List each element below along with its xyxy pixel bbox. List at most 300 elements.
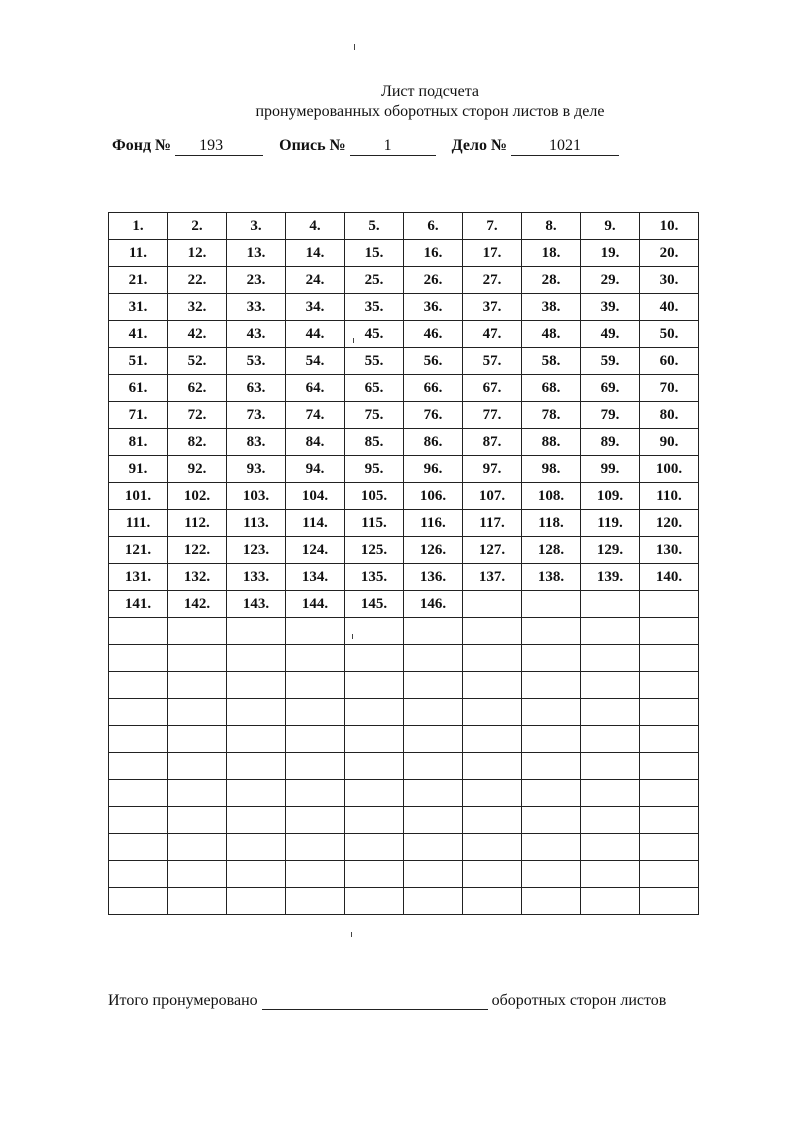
grid-cell: 82. [168, 429, 227, 456]
grid-cell: 26. [404, 267, 463, 294]
grid-cell: 56. [404, 348, 463, 375]
grid-cell-empty [168, 699, 227, 726]
grid-row [109, 888, 699, 915]
grid-cell-empty [463, 753, 522, 780]
grid-row [109, 780, 699, 807]
grid-cell: 50. [640, 321, 699, 348]
delo-label: Дело № [451, 137, 508, 154]
grid-cell-empty [286, 888, 345, 915]
grid-cell: 143. [227, 591, 286, 618]
grid-cell-empty [286, 645, 345, 672]
grid-cell: 69. [581, 375, 640, 402]
grid-cell-empty [345, 753, 404, 780]
grid-cell-empty [640, 753, 699, 780]
grid-cell-empty [345, 780, 404, 807]
grid-cell: 4. [286, 213, 345, 240]
grid-cell-empty [522, 834, 581, 861]
grid-cell: 84. [286, 429, 345, 456]
grid-row [109, 294, 699, 321]
grid-cell: 128. [522, 537, 581, 564]
grid-cell: 86. [404, 429, 463, 456]
grid-cell: 40. [640, 294, 699, 321]
grid-cell-empty [227, 861, 286, 888]
grid-row [109, 807, 699, 834]
grid-cell: 136. [404, 564, 463, 591]
grid-cell-empty [109, 861, 168, 888]
grid-cell-empty [345, 672, 404, 699]
grid-cell: 109. [581, 483, 640, 510]
grid-cell-empty [640, 834, 699, 861]
grid-cell-empty [168, 888, 227, 915]
grid-cell-empty [404, 861, 463, 888]
grid-cell-empty [109, 645, 168, 672]
grid-cell: 92. [168, 456, 227, 483]
grid-cell: 127. [463, 537, 522, 564]
grid-cell: 99. [581, 456, 640, 483]
grid-cell-empty [227, 618, 286, 645]
grid-cell: 90. [640, 429, 699, 456]
grid-cell: 57. [463, 348, 522, 375]
grid-cell: 146. [404, 591, 463, 618]
grid-cell-empty [581, 780, 640, 807]
scan-speck [354, 44, 355, 50]
grid-row [109, 645, 699, 672]
grid-cell: 42. [168, 321, 227, 348]
grid-cell-empty [227, 672, 286, 699]
grid-cell: 15. [345, 240, 404, 267]
grid-cell: 145. [345, 591, 404, 618]
grid-cell-empty [404, 888, 463, 915]
grid-cell-empty [345, 861, 404, 888]
grid-cell: 130. [640, 537, 699, 564]
grid-cell-empty [227, 753, 286, 780]
grid-cell: 111. [109, 510, 168, 537]
grid-cell: 73. [227, 402, 286, 429]
grid-cell: 71. [109, 402, 168, 429]
grid-cell: 29. [581, 267, 640, 294]
grid-cell-empty [640, 807, 699, 834]
grid-cell: 141. [109, 591, 168, 618]
grid-cell: 72. [168, 402, 227, 429]
grid-cell: 34. [286, 294, 345, 321]
grid-cell-empty [522, 672, 581, 699]
grid-cell: 43. [227, 321, 286, 348]
grid-cell-empty [109, 753, 168, 780]
grid-cell: 30. [640, 267, 699, 294]
grid-cell-empty [522, 753, 581, 780]
grid-cell: 88. [522, 429, 581, 456]
grid-cell: 135. [345, 564, 404, 591]
opis-value: 1 [383, 137, 392, 154]
grid-cell: 11. [109, 240, 168, 267]
grid-cell: 126. [404, 537, 463, 564]
grid-cell: 104. [286, 483, 345, 510]
grid-cell-empty [463, 618, 522, 645]
scan-speck [353, 338, 354, 343]
grid-row [109, 483, 699, 510]
grid-cell: 1. [109, 213, 168, 240]
grid-cell: 7. [463, 213, 522, 240]
grid-cell-empty [640, 645, 699, 672]
grid-cell-empty [345, 645, 404, 672]
fond-value: 193 [199, 137, 224, 154]
grid-cell: 81. [109, 429, 168, 456]
grid-cell-empty [581, 861, 640, 888]
grid-cell: 89. [581, 429, 640, 456]
grid-cell-empty [463, 780, 522, 807]
grid-cell: 79. [581, 402, 640, 429]
grid-cell-empty [227, 699, 286, 726]
grid-cell-empty [463, 645, 522, 672]
total-blank-line [262, 993, 488, 1010]
grid-cell-empty [109, 780, 168, 807]
grid-cell: 101. [109, 483, 168, 510]
grid-cell: 83. [227, 429, 286, 456]
grid-cell-empty [227, 726, 286, 753]
grid-cell-empty [522, 699, 581, 726]
grid-cell: 93. [227, 456, 286, 483]
grid-cell: 91. [109, 456, 168, 483]
grid-cell-empty [581, 888, 640, 915]
grid-cell: 80. [640, 402, 699, 429]
grid-cell-empty [109, 618, 168, 645]
grid-cell-empty [581, 699, 640, 726]
grid-cell-empty [286, 618, 345, 645]
grid-cell: 3. [227, 213, 286, 240]
grid-cell-empty [109, 888, 168, 915]
grid-cell: 122. [168, 537, 227, 564]
grid-cell-empty [404, 834, 463, 861]
grid-cell-empty [404, 807, 463, 834]
grid-cell-empty [227, 645, 286, 672]
grid-cell: 106. [404, 483, 463, 510]
grid-cell: 64. [286, 375, 345, 402]
grid-cell: 95. [345, 456, 404, 483]
grid-row [109, 672, 699, 699]
grid-cell-empty [168, 672, 227, 699]
grid-cell-empty [522, 807, 581, 834]
grid-cell-empty [168, 753, 227, 780]
grid-cell: 110. [640, 483, 699, 510]
grid-cell-empty [109, 726, 168, 753]
grid-cell: 125. [345, 537, 404, 564]
grid-cell: 10. [640, 213, 699, 240]
grid-cell: 8. [522, 213, 581, 240]
grid-cell-empty [581, 834, 640, 861]
fond-value-field [175, 138, 263, 156]
grid-cell: 51. [109, 348, 168, 375]
grid-cell: 68. [522, 375, 581, 402]
grid-row [109, 348, 699, 375]
page-count-grid [108, 212, 699, 915]
grid-cell: 55. [345, 348, 404, 375]
total-summary [108, 992, 666, 1010]
grid-cell: 14. [286, 240, 345, 267]
grid-row [109, 429, 699, 456]
grid-cell-empty [640, 591, 699, 618]
grid-cell: 52. [168, 348, 227, 375]
grid-cell-empty [168, 618, 227, 645]
grid-cell: 25. [345, 267, 404, 294]
grid-cell-empty [463, 699, 522, 726]
grid-row [109, 591, 699, 618]
grid-cell-empty [463, 726, 522, 753]
case-reference-fields [112, 137, 619, 156]
grid-cell-empty [522, 645, 581, 672]
grid-cell: 45. [345, 321, 404, 348]
grid-row [109, 375, 699, 402]
grid-cell: 103. [227, 483, 286, 510]
grid-cell-empty [404, 645, 463, 672]
grid-cell-empty [522, 618, 581, 645]
grid-cell: 37. [463, 294, 522, 321]
grid-cell: 6. [404, 213, 463, 240]
grid-cell: 58. [522, 348, 581, 375]
grid-cell: 39. [581, 294, 640, 321]
grid-cell-empty [404, 780, 463, 807]
grid-row [109, 456, 699, 483]
grid-cell-empty [286, 672, 345, 699]
grid-cell-empty [168, 726, 227, 753]
grid-cell: 123. [227, 537, 286, 564]
grid-cell-empty [522, 861, 581, 888]
grid-cell: 27. [463, 267, 522, 294]
grid-cell-empty [227, 807, 286, 834]
grid-row [109, 834, 699, 861]
grid-cell: 98. [522, 456, 581, 483]
grid-cell-empty [522, 780, 581, 807]
grid-cell-empty [345, 699, 404, 726]
grid-row [109, 564, 699, 591]
grid-cell-empty [522, 888, 581, 915]
grid-row [109, 537, 699, 564]
grid-row [109, 267, 699, 294]
grid-cell-empty [286, 726, 345, 753]
opis-label: Опись № [279, 137, 346, 154]
grid-cell: 114. [286, 510, 345, 537]
grid-cell-empty [168, 807, 227, 834]
grid-cell-empty [227, 888, 286, 915]
grid-cell-empty [345, 726, 404, 753]
grid-row [109, 240, 699, 267]
grid-cell-empty [640, 672, 699, 699]
grid-cell: 117. [463, 510, 522, 537]
grid-cell-empty [640, 699, 699, 726]
grid-cell-empty [109, 807, 168, 834]
grid-cell-empty [581, 807, 640, 834]
grid-cell-empty [522, 726, 581, 753]
grid-row [109, 753, 699, 780]
grid-cell-empty [463, 861, 522, 888]
grid-cell: 119. [581, 510, 640, 537]
grid-cell: 62. [168, 375, 227, 402]
grid-cell-empty [581, 726, 640, 753]
grid-cell: 75. [345, 402, 404, 429]
grid-cell-empty [345, 618, 404, 645]
grid-cell: 115. [345, 510, 404, 537]
grid-cell: 63. [227, 375, 286, 402]
delo-value-field [511, 138, 619, 156]
grid-cell-empty [345, 888, 404, 915]
grid-cell-empty [640, 861, 699, 888]
grid-cell: 85. [345, 429, 404, 456]
grid-cell-empty [640, 888, 699, 915]
grid-cell: 138. [522, 564, 581, 591]
grid-cell: 78. [522, 402, 581, 429]
grid-cell-empty [109, 699, 168, 726]
grid-cell-empty [168, 861, 227, 888]
grid-cell: 137. [463, 564, 522, 591]
grid-cell: 105. [345, 483, 404, 510]
grid-cell: 144. [286, 591, 345, 618]
grid-cell: 60. [640, 348, 699, 375]
grid-cell: 96. [404, 456, 463, 483]
grid-cell: 24. [286, 267, 345, 294]
grid-cell-empty [227, 780, 286, 807]
grid-cell: 36. [404, 294, 463, 321]
grid-cell: 129. [581, 537, 640, 564]
grid-cell: 116. [404, 510, 463, 537]
grid-cell: 140. [640, 564, 699, 591]
document-title: Лист подсчета [381, 83, 479, 100]
scan-speck [352, 634, 353, 639]
delo-value: 1021 [549, 137, 582, 154]
grid-row [109, 213, 699, 240]
grid-cell-empty [581, 672, 640, 699]
grid-row [109, 861, 699, 888]
grid-cell: 76. [404, 402, 463, 429]
grid-cell: 107. [463, 483, 522, 510]
grid-cell-empty [168, 834, 227, 861]
grid-cell-empty [404, 672, 463, 699]
grid-cell: 102. [168, 483, 227, 510]
grid-cell: 131. [109, 564, 168, 591]
grid-cell-empty [286, 807, 345, 834]
grid-cell-empty [404, 618, 463, 645]
grid-cell: 87. [463, 429, 522, 456]
grid-cell: 142. [168, 591, 227, 618]
grid-cell-empty [640, 780, 699, 807]
grid-cell-empty [581, 618, 640, 645]
grid-cell: 20. [640, 240, 699, 267]
grid-cell-empty [286, 861, 345, 888]
grid-cell-empty [168, 780, 227, 807]
grid-cell: 23. [227, 267, 286, 294]
grid-row [109, 618, 699, 645]
grid-row [109, 726, 699, 753]
grid-cell-empty [286, 780, 345, 807]
grid-cell: 13. [227, 240, 286, 267]
grid-cell-empty [581, 645, 640, 672]
grid-cell: 77. [463, 402, 522, 429]
grid-cell: 113. [227, 510, 286, 537]
grid-cell-empty [463, 888, 522, 915]
grid-cell: 59. [581, 348, 640, 375]
grid-cell: 31. [109, 294, 168, 321]
grid-row [109, 321, 699, 348]
grid-row [109, 699, 699, 726]
grid-cell: 61. [109, 375, 168, 402]
grid-cell-empty [581, 753, 640, 780]
grid-cell: 46. [404, 321, 463, 348]
grid-cell-empty [404, 699, 463, 726]
grid-cell: 74. [286, 402, 345, 429]
grid-cell-empty [581, 591, 640, 618]
opis-value-field [350, 138, 436, 156]
grid-cell: 124. [286, 537, 345, 564]
grid-cell-empty [345, 834, 404, 861]
grid-cell-empty [286, 699, 345, 726]
grid-cell-empty [227, 834, 286, 861]
grid-cell: 65. [345, 375, 404, 402]
grid-cell: 5. [345, 213, 404, 240]
grid-cell-empty [640, 618, 699, 645]
grid-cell: 108. [522, 483, 581, 510]
grid-cell-empty [404, 726, 463, 753]
grid-cell: 100. [640, 456, 699, 483]
grid-cell-empty [522, 591, 581, 618]
grid-cell: 134. [286, 564, 345, 591]
grid-cell: 44. [286, 321, 345, 348]
scan-speck [351, 932, 352, 937]
grid-cell: 17. [463, 240, 522, 267]
grid-cell-empty [463, 807, 522, 834]
grid-cell: 97. [463, 456, 522, 483]
fond-label: Фонд № [112, 137, 172, 154]
grid-cell: 48. [522, 321, 581, 348]
grid-cell: 38. [522, 294, 581, 321]
grid-cell: 118. [522, 510, 581, 537]
grid-cell: 66. [404, 375, 463, 402]
grid-cell-empty [168, 645, 227, 672]
grid-cell-empty [286, 834, 345, 861]
grid-cell-empty [109, 834, 168, 861]
grid-cell: 21. [109, 267, 168, 294]
total-suffix: оборотных сторон листов [491, 992, 667, 1009]
grid-cell: 19. [581, 240, 640, 267]
grid-cell-empty [345, 807, 404, 834]
grid-row [109, 402, 699, 429]
grid-cell-empty [463, 834, 522, 861]
grid-cell: 70. [640, 375, 699, 402]
grid-cell: 9. [581, 213, 640, 240]
grid-cell-empty [404, 753, 463, 780]
grid-cell: 2. [168, 213, 227, 240]
grid-cell: 12. [168, 240, 227, 267]
document-subtitle: пронумерованных оборотных сторон листов в деле [255, 103, 605, 120]
grid-cell: 133. [227, 564, 286, 591]
grid-cell: 49. [581, 321, 640, 348]
grid-cell-empty [463, 591, 522, 618]
grid-row [109, 510, 699, 537]
grid-cell: 47. [463, 321, 522, 348]
grid-cell: 32. [168, 294, 227, 321]
grid-cell: 112. [168, 510, 227, 537]
grid-cell: 18. [522, 240, 581, 267]
grid-cell-empty [109, 672, 168, 699]
grid-cell-empty [640, 726, 699, 753]
grid-cell: 121. [109, 537, 168, 564]
total-label: Итого пронумеровано [108, 992, 258, 1009]
grid-cell: 120. [640, 510, 699, 537]
grid-cell: 22. [168, 267, 227, 294]
grid-cell: 132. [168, 564, 227, 591]
grid-cell: 94. [286, 456, 345, 483]
grid-cell: 54. [286, 348, 345, 375]
grid-cell: 139. [581, 564, 640, 591]
grid-cell-empty [286, 753, 345, 780]
grid-cell: 41. [109, 321, 168, 348]
